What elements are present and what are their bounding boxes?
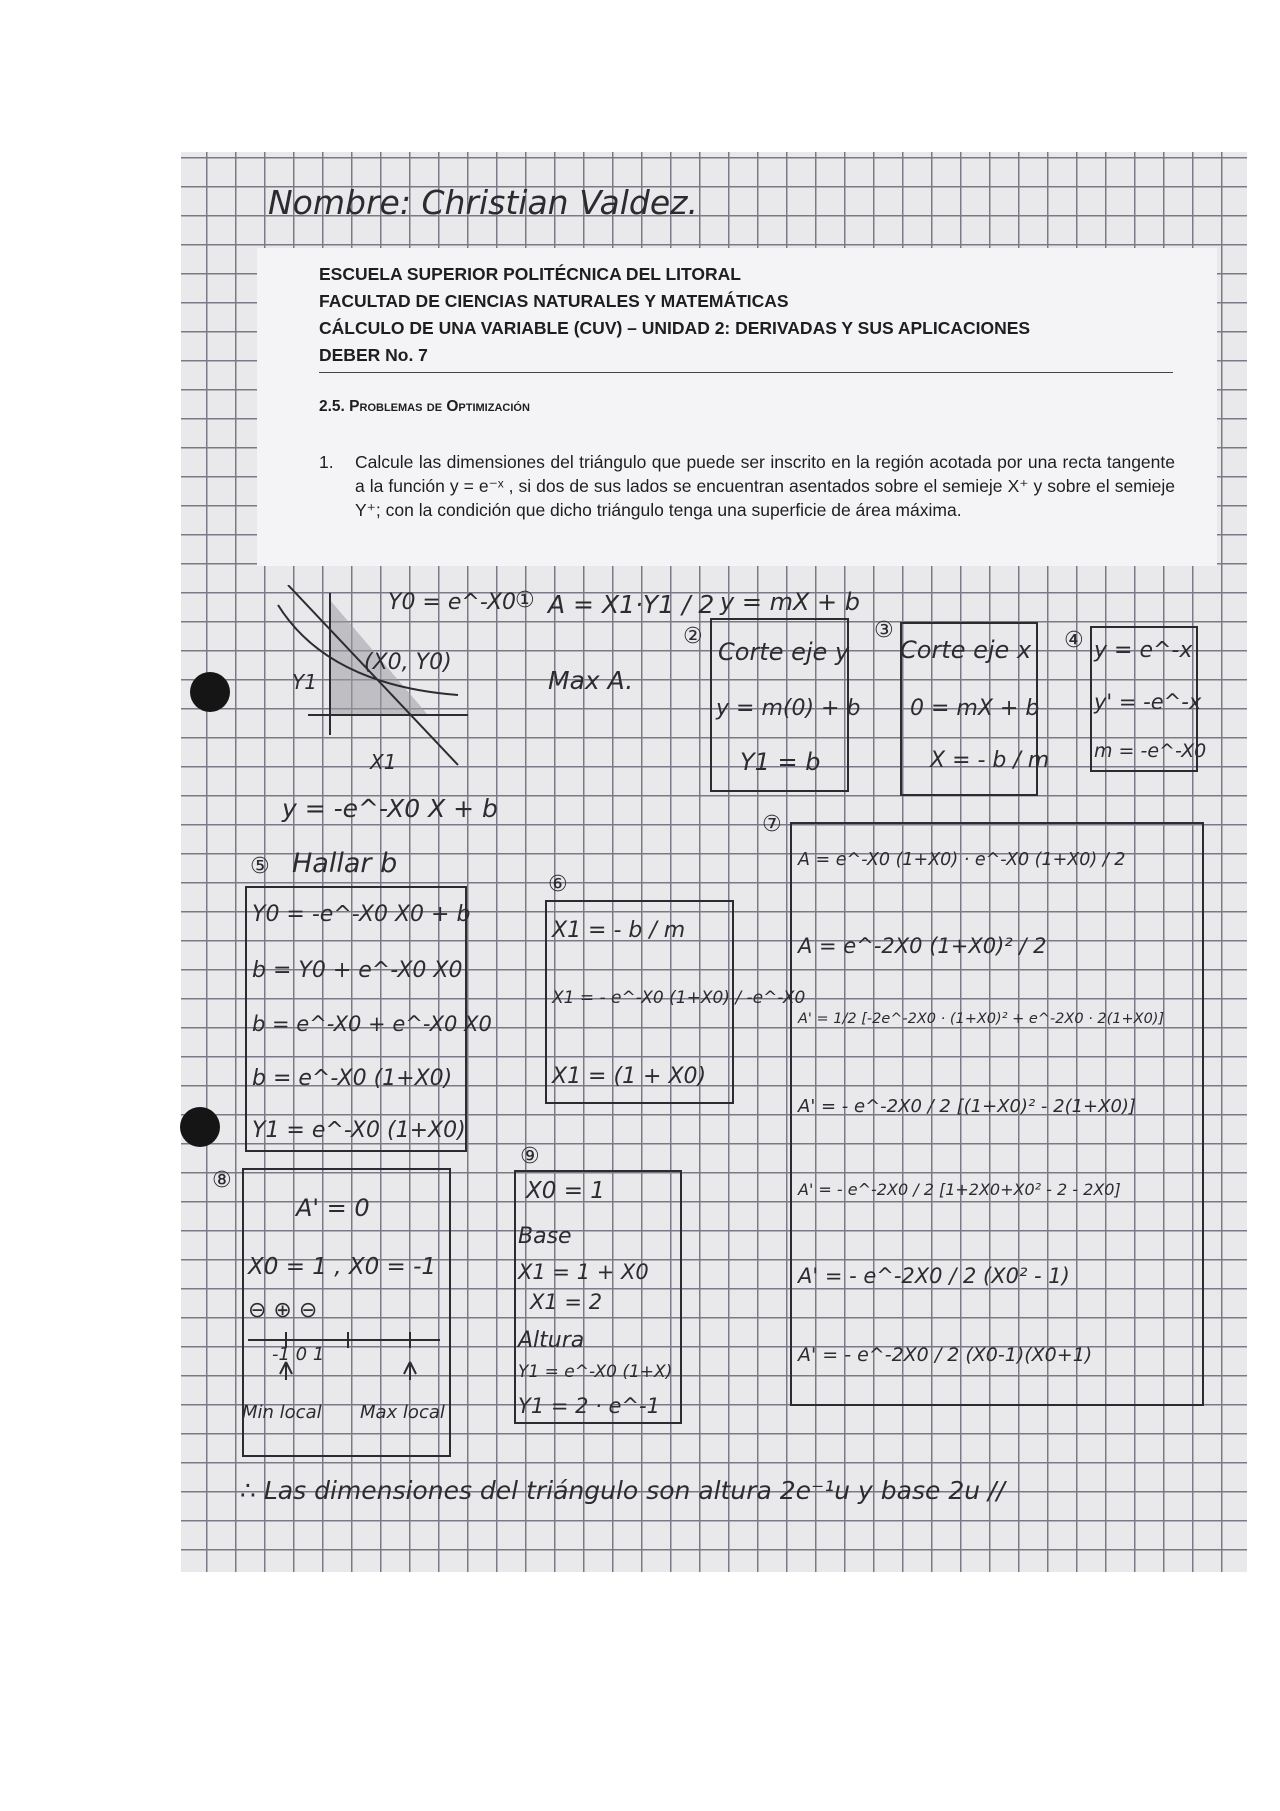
printed-assignment-header	[257, 248, 1217, 566]
step-5-line: b = e^-X0 + e^-X0 X0	[252, 1012, 492, 1036]
step-7-line: A' = - e^-2X0 / 2 (X0² - 1)	[798, 1264, 1070, 1288]
step-8-line: X0 = 1 , X0 = -1	[248, 1254, 437, 1280]
sign-chart-ticks: -1 0 1	[272, 1344, 325, 1365]
step-7-line: A = e^-2X0 (1+X0)² / 2	[798, 934, 1047, 958]
step-4-line: y = e^-x	[1094, 638, 1193, 663]
step-2-marker: ②	[683, 624, 703, 649]
step-6-marker: ⑥	[548, 872, 568, 897]
maximize-area: Max A.	[548, 666, 634, 695]
step-7-line: A' = - e^-2X0 / 2 (X0-1)(X0+1)	[798, 1344, 1093, 1366]
step-3-line: 0 = mX + b	[910, 696, 1040, 721]
line-equation: y = mX + b	[720, 588, 860, 616]
step-7-marker: ⑦	[762, 812, 782, 837]
graph-x-axis-label: X1	[370, 750, 397, 774]
step-3-line: Corte eje x	[900, 636, 1032, 664]
step-9-line: X1 = 2	[530, 1290, 603, 1314]
step-4-marker: ④	[1064, 628, 1084, 653]
step-2-line: Y1 = b	[740, 748, 821, 776]
step-9-line: Base	[518, 1224, 572, 1249]
tangent-equation: y = -e^-X0 X + b	[282, 794, 498, 823]
step-4-line: y' = -e^-x	[1094, 690, 1202, 714]
step-9-marker: ⑨	[520, 1144, 540, 1169]
header-line: FACULTAD DE CIENCIAS NATURALES Y MATEMÁTICAS	[319, 291, 789, 311]
step-5-line: Y0 = -e^-X0 X0 + b	[252, 902, 471, 927]
step-7-line: A' = - e^-2X0 / 2 [1+2X0+X0² - 2 - 2X0]	[798, 1180, 1121, 1199]
step-6-line: X1 = (1 + X0)	[552, 1064, 707, 1089]
sign-chart-signs: ⊖ ⊕ ⊖	[248, 1298, 318, 1323]
step-9-line: Altura	[518, 1328, 585, 1353]
step-9-line: Y1 = 2 · e^-1	[518, 1394, 660, 1418]
header-line: CÁLCULO DE UNA VARIABLE (CUV) – UNIDAD 2: DERIVADAS Y SUS APLICACIONES	[319, 318, 1031, 338]
header-line: DEBER No. 7	[319, 345, 428, 365]
step-9-line: X1 = 1 + X0	[518, 1260, 649, 1284]
graph-y-axis-label: Y1	[292, 670, 317, 694]
header-line: ESCUELA SUPERIOR POLITÉCNICA DEL LITORAL	[319, 264, 741, 284]
section-title: 2.5. Problemas de Optimización	[319, 398, 530, 415]
step-3-line: X = - b / m	[930, 748, 1050, 773]
step-5-marker: ⑤	[250, 854, 270, 879]
step-2-line: Corte eje y	[718, 638, 850, 666]
step-2-line: y = m(0) + b	[716, 696, 861, 721]
step-5-line: Y1 = e^-X0 (1+X0)	[252, 1118, 466, 1143]
header-rule	[319, 372, 1173, 373]
binder-hole	[180, 1107, 220, 1147]
student-name: Nombre: Christian Valdez.	[268, 183, 698, 222]
step-1-marker: ①	[515, 588, 535, 613]
binder-hole	[190, 672, 230, 712]
step-3-marker: ③	[874, 618, 894, 643]
graph-point-label: (X0, Y0)	[364, 650, 452, 675]
step-6-line: X1 = - e^-X0 (1+X0) / -e^-X0	[552, 988, 806, 1008]
min-local-label: Min local	[242, 1402, 322, 1423]
area-formula: A = X1·Y1 / 2	[548, 590, 715, 619]
step-5-line: b = Y0 + e^-X0 X0	[252, 958, 463, 983]
step-7-line: A' = - e^-2X0 / 2 [(1+X0)² - 2(1+X0)]	[798, 1096, 1136, 1117]
step-9-line: Y1 = e^-X0 (1+X)	[518, 1362, 673, 1382]
step-7-line: A = e^-X0 (1+X0) · e^-X0 (1+X0) / 2	[798, 850, 1126, 870]
problem-number: 1.	[319, 452, 334, 472]
step-8-marker: ⑧	[212, 1168, 232, 1193]
step-9-line: X0 = 1	[526, 1178, 605, 1204]
step-5-title: Hallar b	[292, 848, 398, 879]
step-8-line: A' = 0	[296, 1194, 370, 1222]
problem-text: Calcule las dimensiones del triángulo que puede ser inscrito en la región acotada por una recta tangente a la función y = e⁻ˣ , si dos de sus lados se encuentran asentados sobre el semieje X⁺ y sobre el semieje Y⁺; con la condición que dicho triángulo tenga una superficie de área máxima.	[355, 452, 1175, 520]
step-6-line: X1 = - b / m	[552, 918, 686, 943]
max-local-label: Max local	[360, 1402, 445, 1423]
step-5-line: b = e^-X0 (1+X0)	[252, 1066, 453, 1091]
graph-y0-label: Y0 = e^-X0	[388, 590, 517, 615]
conclusion: ∴ Las dimensiones del triángulo son altura 2e⁻¹u y base 2u //	[240, 1476, 1005, 1505]
step-4-line: m = -e^-X0	[1094, 740, 1207, 762]
step-7-line: A' = 1/2 [-2e^-2X0 · (1+X0)² + e^-2X0 · 2(1+X0)]	[798, 1011, 1165, 1027]
